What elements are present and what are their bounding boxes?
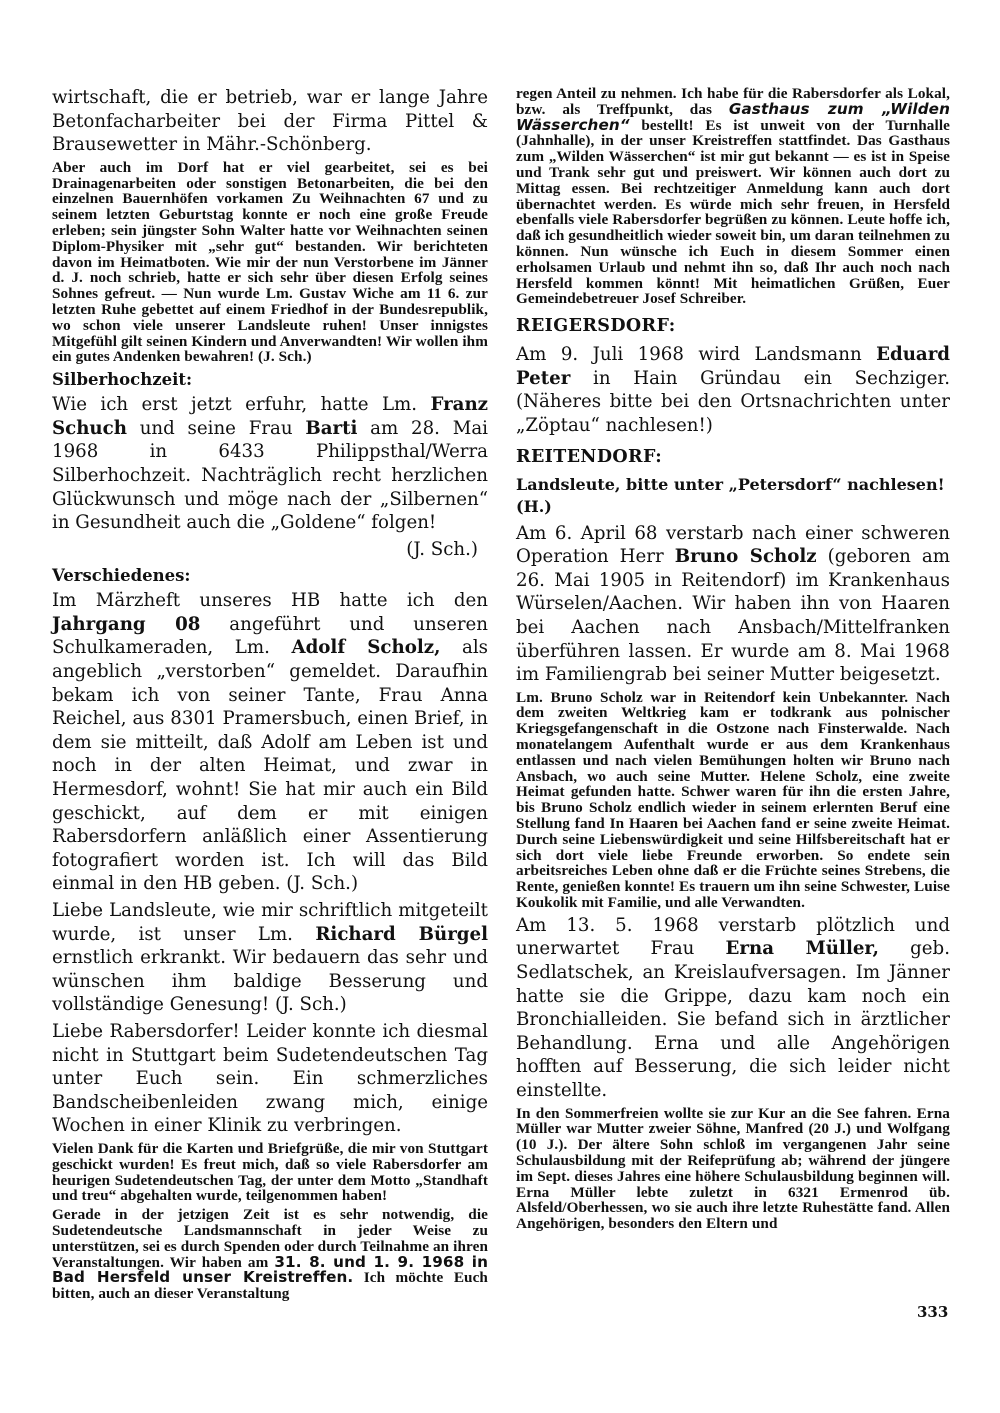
wiche-continuation: wirtschaft, die er betrieb, war er lange Jahre Betonfacharbeiter bei der Firma Pittel & Brausewetter in Mähr.-Schönberg. <box>52 87 488 156</box>
reitendorf-notice: Landsleute, bitte unter „Petersdorf“ nachlesen! (H.) <box>516 474 945 516</box>
silberhochzeit-signature: (J. Sch.) <box>406 538 478 560</box>
right-column <box>516 86 950 1235</box>
silberhochzeit-text: Wie ich erst jetzt erfuhr, hatte Lm. Franz Schuch und seine Frau Barti am 28. Mai 1968 in 6433 Philippsthal/Werra Silberhochzeit. Nachträglich recht herzlichen Glückwunsch und möge nach der „Silbernen“ in Gesundheit auch die „Goldene“ folgen! <box>52 394 488 534</box>
silberhochzeit-heading: Silberhochzeit: <box>52 370 193 390</box>
reitendorf-scholz-details: Lm. Bruno Scholz war in Reitendorf kein Unbekannter. Nach dem zweiten Weltkrieg kam er todkrank aus polnischer Kriegsgefangenschaft in die Ostzone nach Finsterwalde. Nach monatelangem Aufenthalt wurde er aus dem Krankenhaus entlassen und nach vielen Bemühungen holten wir Bruno nach Ansbach, wo auch seine Mutter. Helene Scholz, eine zweite Heimat gefunden hatte. Schwer waren für ihn die ersten Jahre, bis Bruno Scholz endlich wieder in seinem erlernten Beruf eine Stellung fand In Haaren bei Aachen fand er seine zweite Heimat. Durch seine Liebenswürdigkeit und seine Hilfsbereitschaft hat er sich dort viele liebe Freunde erworben. So endete sein arbeitsreiches Leben ohne daß er die Früchte seines Strebens, die Rente, genießen konnte! Es trauern um ihn seine Schwester, Luise Koukolik mit Familie, und alle Verwandten. <box>516 688 950 912</box>
reigersdorf-text: Am 9. Juli 1968 wird Landsmann Eduard Peter in Hain Gründau ein Sechziger. (Näheres bitte bei den Ortsnachrichten unter „Zöptau“ nachlesen!) <box>516 344 950 436</box>
kreistreffen-continuation: regen Anteil zu nehmen. Ich habe für die Rabersdorfer als Lokal, bzw. als Treffpunkt, das Gasthaus zum „Wilden Wässerchen“ bestellt! Es ist unweit von der Turnhalle (Jahnhalle), in der unser Kreistreffen stattfindet. Das Gasthaus zum „Wilden Wässerchen“ ist mir gut bekannt — es ist in Speise und Trank sehr gut und preiswert. Wir können auch dort zu Mittag essen. Bei rechtzeitiger Anmeldung kann auch dort übernachtet werden. Es würde mich sehr freuen, in Hersfeld ebenfalls viele Rabersdorfer begrüßen zu können. Leute hoffe ich, daß ich gesundheitlich wieder soweit bin, um daran teilnehmen zu können. Nun wünsche ich Euch in diesem Sommer einen erholsamen Urlaub und nehmt ihn so, daß Ihr auch noch nach Hersfeld kommen könnt! Mit heimatlichen Grüßen, Euer Gemeindebetreuer Josef Schreiber. <box>516 85 950 308</box>
verschiedenes-buergel: Liebe Landsleute, wie mir schriftlich mitgeteilt wurde, ist unser Lm. Richard Bürgel ernstlich erkrankt. Wir bedauern das sehr und wünschen ihm baldige Besserung und vollständige Genesung! (J. Sch.) <box>52 900 488 1016</box>
verschiedenes-letter: Liebe Rabersdorfer! Leider konnte ich diesmal nicht in Stuttgart beim Sudetendeutschen Tag unter Euch sein. Ein schmerzliches Bandscheibenleiden zwang mich, einige Wochen in einer Klinik zu verbringen. <box>52 1020 488 1137</box>
wiche-obituary: Aber auch im Dorf hat er viel gearbeitet, sei es bei Drainagenarbeiten oder sonstigen Betonarbeiten, die bei den einzelnen Bauernhöfen vorkamen Zu Weihnachten 67 und zu seinem letzten Geburtstag konnte er noch eine große Freude erleben; sein jüngster Sohn Walter hatte vor Weihnachten seinen Diplom-Physiker mit „sehr gut“ bestanden. Wir berichteten davon im Heimatboten. Wie mir der nun Verstorbene im Jänner d. J. noch schrieb, hatte er sich sehr über diesen Erfolg seines Sohnes gefreut. — Nun wurde Lm. Gustav Wiche am 11 6. zur letzten Ruhe gebettet auf einem Friedhof in der Bundesrepublik, wo schon viele unserer Landsleute ruhen! Unser innigstes Mitgefühl gilt seinen Kindern und Anverwandten! Wir wollen ihm ein gutes Andenken bewahren! (J. Sch.) <box>52 158 488 366</box>
verschiedenes-thanks: Vielen Dank für die Karten und Briefgrüße, die mir von Stuttgart geschickt wurden! Es freut mich, daß so viele Rabersdorfer am heurigen Sudetendeutschen Tag, der unter dem Motto „Standhaft und treu“ abgehalten wurde, teilgenommen haben! <box>52 1139 488 1205</box>
reigersdorf-heading: REIGERSDORF: <box>516 316 676 337</box>
verschiedenes-heading: Verschiedenes: <box>52 566 191 586</box>
reitendorf-mueller-details: In den Sommerfreien wollte sie zur Kur an die See fahren. Erna Müller war Mutter zweier Söhne, Manfred (20 J.) und Wolfgang (10 J.). Der ältere Sohn schloß im vergangenen Jahr seine Schulausbildung mit der Reifeprüfung ab; während der jüngere im Sept. dieses Jahres eine höhere Schulausbildung beginnen will. Erna Müller lebte zuletzt in 6321 Ermenrod üb. Alsfeld/Oberhessen, wo sie auch ihre letzte Ruhestätte fand. Allen Angehörigen, besonders den Eltern und <box>516 1104 950 1233</box>
reitendorf-mueller: Am 13. 5. 1968 verstarb plötzlich und unerwartet Frau Erna Müller, geb. Sedlatschek, an Kreislaufversagen. Im Jänner hatte sie die Grippe, dazu kam noch ein Bronchialleiden. Sie befand sich in ärztlicher Behandlung. Erna und alle Angehörigen hofften auf Besserung, die sich leider nicht einstellte. <box>516 914 950 1101</box>
verschiedenes-scholz: Im Märzheft unseres HB hatte ich den Jahrgang 08 angeführt und unseren Schulkameraden, Lm. Adolf Scholz, als angeblich „verstorben“ gemeldet. Daraufhin bekam ich von seiner Tante, Frau Anna Reichel, aus 8301 Pramersbuch, einen Brief, in dem sie mitteilt, daß Adolf am Leben ist und noch in der alten Heimat, und zwar in Hermesdorf, wohnt! Sie hat mir auch ein Bild geschickt, auf dem er mit einigen Rabersdorfern anläßlich einer Assentierung fotografiert worden ist. Ich will das Bild einmal in den HB geben. (J. Sch.) <box>52 590 489 895</box>
left-column <box>52 86 488 1305</box>
verschiedenes-kreistreffen: Gerade in der jetzigen Zeit ist es sehr notwendig, die Sudetendeutsche Landsmannschaft in jeder Weise zu unterstützen, sei es durch Spenden oder durch Teilnahme an ihren Veranstaltungen. Wir haben am 31. 8. und 1. 9. 1968 in Bad Hersfeld unser Kreistreffen. Ich möchte Euch bitten, auch an dieser Veranstaltung <box>52 1206 488 1303</box>
page-number: 333 <box>917 1303 949 1321</box>
reitendorf-heading: REITENDORF: <box>516 446 663 467</box>
reitendorf-scholz: Am 6. April 68 verstarb nach einer schweren Operation Herr Bruno Scholz (geboren am 26. Mai 1905 in Reitendorf) im Krankenhaus Würselen/Aachen. Wir haben ihn von Haaren bei Aachen nach Ansbach/Mittelfranken überführen lassen. Er wurde am 8. Mai 1968 im Familiengrab bei seiner Mutter beigesetzt. <box>516 522 951 686</box>
